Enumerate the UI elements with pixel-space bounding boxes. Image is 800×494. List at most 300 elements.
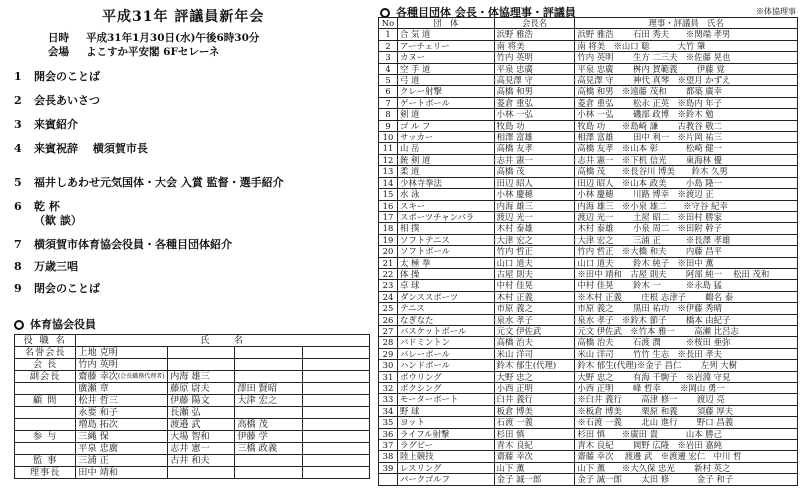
group-cell-president: 米山 洋司	[494, 348, 575, 359]
group-cell-group: ゴ ル フ	[397, 120, 494, 131]
group-row	[379, 428, 798, 439]
group-cell-members: 元文 伊佐武 ※竹本 雅一 高瀬 比呂志	[575, 325, 798, 336]
group-cell-members: 竹内 哲正 ※大橋 和夫 内藤 昌平	[575, 246, 798, 257]
officer-name-text: 藤原 尉夫	[170, 383, 210, 394]
date-label: 日時	[48, 32, 69, 44]
officer-name	[235, 419, 302, 431]
group-cell-members: ※木村 正義 庄根 志津子 鶴名 泰	[575, 291, 798, 302]
officer-name	[302, 395, 369, 407]
group-cell-no: 28	[379, 337, 398, 348]
group-cell-president: 古屋 則夫	[494, 268, 575, 279]
group-cell-no: 35	[379, 417, 398, 428]
group-row	[379, 474, 798, 485]
group-cell-no: 1	[379, 29, 398, 40]
group-cell-president: 渡辺 光一	[494, 211, 575, 222]
group-cell-president: 中村 佳晃	[494, 280, 575, 291]
officer-name-text: 増島 拓次	[78, 419, 118, 430]
group-row	[379, 75, 798, 86]
group-cell-group: テニス	[397, 303, 494, 314]
group-cell-president: 志井 憲一	[494, 154, 575, 165]
officer-name	[168, 359, 235, 371]
group-cell-president: 山口 道夫	[494, 257, 575, 268]
group-cell-president: 杉田 慎	[494, 428, 575, 439]
group-cell-president: 元文 伊佐武	[494, 325, 575, 336]
officer-role: 名誉会長	[15, 347, 76, 359]
program-item-text: 万歳三唱	[34, 260, 78, 273]
officer-name	[235, 443, 302, 455]
officer-row	[15, 431, 370, 443]
group-cell-no: 19	[379, 234, 398, 245]
group-cell-group: 体 操	[397, 268, 494, 279]
officer-name	[168, 443, 235, 455]
group-cell-members: ※臼井 義行 高津 修一 渡辺 亮	[575, 394, 798, 405]
group-cell-members: 高橋 和男 ※遠藤 茂和 都築 廣幸	[575, 86, 798, 97]
group-row	[379, 211, 798, 222]
group-cell-no: 5	[379, 75, 398, 86]
group-row	[379, 440, 798, 451]
venue-value: よこすか平安閣 6Fセレーネ	[86, 46, 220, 58]
group-row	[379, 314, 798, 325]
officer-name	[235, 371, 302, 383]
officer-name-text: 伊藤 陽文	[170, 395, 210, 406]
group-cell-no: 31	[379, 371, 398, 382]
group-cell-no: 3	[379, 52, 398, 63]
group-row	[379, 394, 798, 405]
group-row	[379, 63, 798, 74]
officer-name	[302, 467, 369, 479]
group-row	[379, 291, 798, 302]
officer-role: 副会長	[15, 371, 76, 383]
officer-name-text: 澤田 賢昭	[237, 383, 278, 394]
officer-name-text: 齋藤 幸次	[78, 371, 118, 382]
officer-name	[168, 347, 235, 359]
program-item	[14, 68, 100, 84]
group-cell-members: 高橋 治夫 石渡 潤 ※桜田 亜弥	[575, 337, 798, 348]
group-cell-group: 相 撲	[397, 223, 494, 234]
group-cell-members: ※石渡 一義 北山 進行 野口 昌義	[575, 417, 798, 428]
venue-label: 会場	[48, 46, 69, 58]
group-cell-group: 空 手 道	[397, 63, 494, 74]
group-cell-members: 杉田 慎 ※廣田 貴 山本 勝己	[575, 428, 798, 439]
program-item	[14, 116, 78, 132]
officer-role: 監 事	[15, 455, 76, 467]
group-cell-members: 相澤 富雄 田中 利一 ※片岡 祐三	[575, 132, 798, 143]
group-cell-no: 17	[379, 211, 398, 222]
officer-row	[15, 371, 370, 383]
group-cell-members: 牧島 功 ※島崎 謙 古教谷 敬二	[575, 120, 798, 131]
group-cell-members: 高橋 茂 ※長谷川 博美 鈴木 久男	[575, 166, 798, 177]
group-cell-no: 38	[379, 451, 398, 462]
group-cell-no: 27	[379, 325, 398, 336]
group-cell-group: 野 球	[397, 405, 494, 416]
group-cell-members: ※板倉 博美 栗原 和義 須藤 厚夫	[575, 405, 798, 416]
group-cell-president: 田辺 昭人	[494, 177, 575, 188]
group-cell-no: 12	[379, 154, 398, 165]
program-item-text: 来賓紹介	[34, 118, 78, 131]
event-venue	[48, 44, 219, 59]
officer-header-name: 氏 名	[76, 335, 370, 347]
group-row	[379, 337, 798, 348]
officer-name	[168, 431, 235, 443]
circle-bullet-icon	[14, 320, 24, 330]
group-cell-group: ソフトボール	[397, 246, 494, 257]
group-cell-president: 大津 宏之	[494, 234, 575, 245]
group-cell-members: 齋藤 幸次 渡邊 武 ※渡邊 宏仁 中川 哲	[575, 451, 798, 462]
group-cell-no: 23	[379, 280, 398, 291]
group-row	[379, 348, 798, 359]
group-cell-group: サッカー	[397, 132, 494, 143]
officer-name	[302, 431, 369, 443]
officer-name	[76, 419, 168, 431]
group-cell-members: 平泉 忠廣 桝内 賀範義 伊藤 覚	[575, 63, 798, 74]
officer-name	[235, 347, 302, 359]
group-cell-group: 山 岳	[397, 143, 494, 154]
group-cell-members: 高橋 友孝 ※山本 彰 松崎 健一	[575, 143, 798, 154]
group-cell-members: 中村 佳晃 鈴木 一 ※永島 猛	[575, 280, 798, 291]
officer-name	[76, 359, 168, 371]
group-row	[379, 257, 798, 268]
officer-name	[168, 455, 235, 467]
group-row	[379, 109, 798, 120]
event-program-panel	[0, 0, 372, 494]
group-cell-group: 合 気 道	[397, 29, 494, 40]
group-cell-members: 小林 慶穂 川路 博幸 ※渡辺 正	[575, 189, 798, 200]
group-cell-group: ゲートボール	[397, 97, 494, 108]
officer-name	[168, 419, 235, 431]
program-item-number: 7	[14, 238, 22, 251]
event-title: 平成31年 評議員新年会	[102, 9, 265, 25]
officer-name-text: 三浦 正	[78, 455, 109, 466]
officer-name-text: 竹内 英明	[78, 359, 118, 370]
group-cell-president: 板倉 博美	[494, 405, 575, 416]
program-item-text: 横須賀市体育協会役員・各種目団体紹介	[34, 238, 232, 251]
event-date	[48, 30, 259, 45]
group-row	[379, 52, 798, 63]
group-cell-group: バドミントン	[397, 337, 494, 348]
officer-name-text: 高橋 茂	[237, 419, 268, 430]
group-cell-no: 22	[379, 268, 398, 279]
officer-row	[15, 455, 370, 467]
officer-role: 会 長	[15, 359, 76, 371]
group-cell-president: 石渡 一義	[494, 417, 575, 428]
officer-name-text: 上地 克明	[78, 347, 118, 358]
group-cell-group: 水 泳	[397, 189, 494, 200]
group-row	[379, 166, 798, 177]
group-cell-president: 南 将美	[494, 40, 575, 51]
officer-row	[15, 419, 370, 431]
group-row	[379, 40, 798, 51]
group-row	[379, 154, 798, 165]
group-cell-group: 太 極 拳	[397, 257, 494, 268]
officer-name	[76, 467, 168, 479]
program-item	[14, 174, 284, 190]
officer-table	[14, 334, 370, 479]
group-cell-members: 米山 洋司 竹竹 生志 ※長田 孝夫	[575, 348, 798, 359]
group-cell-group: 少林寺拳法	[397, 177, 494, 188]
program-item	[14, 140, 148, 156]
officer-name	[302, 419, 369, 431]
group-cell-no: 16	[379, 200, 398, 211]
officer-heading	[14, 316, 96, 332]
group-cell-members: 浜野 雅浩 石田 秀夫 ※関端 孝男	[575, 29, 798, 40]
officer-row	[15, 407, 370, 419]
group-row	[379, 383, 798, 394]
group-cell-group: モーターボート	[397, 394, 494, 405]
officer-name	[235, 431, 302, 443]
group-cell-president: 齋藤 幸次	[494, 451, 575, 462]
program-item-number: 1	[14, 70, 22, 83]
officer-name-text: 古井 和夫	[170, 455, 210, 466]
officer-role	[15, 443, 76, 455]
group-cell-no: 14	[379, 177, 398, 188]
group-cell-group: カヌー	[397, 52, 494, 63]
group-cell-president: 小西 正明	[494, 383, 575, 394]
officer-name	[235, 383, 302, 395]
group-cell-no: 10	[379, 132, 398, 143]
officer-row	[15, 347, 370, 359]
group-row	[379, 223, 798, 234]
group-row	[379, 177, 798, 188]
officer-role: 顧 問	[15, 395, 76, 407]
officer-role	[15, 419, 76, 431]
program-item	[14, 280, 100, 296]
group-cell-group: レスリング	[397, 462, 494, 473]
director-note: ※体協理事	[756, 7, 796, 16]
group-cell-president: 小林 一弘	[494, 109, 575, 120]
group-cell-no: 20	[379, 246, 398, 257]
group-cell-members: 鈴木 郁生(代理)※金子 昌仁 左列 大樹	[575, 360, 798, 371]
group-cell-no: 8	[379, 109, 398, 120]
group-cell-no: 34	[379, 405, 398, 416]
officer-name-text: 三縄 保	[78, 431, 109, 442]
groups-table	[378, 17, 798, 486]
officer-name	[76, 371, 168, 383]
group-cell-president: 泉水 孝子	[494, 314, 575, 325]
group-cell-group: 陸上競技	[397, 451, 494, 462]
group-cell-members: 市原 義之 黒田 祐功 ※伊藤 秀晴	[575, 303, 798, 314]
officer-name	[168, 407, 235, 419]
group-row	[379, 29, 798, 40]
group-cell-no: 9	[379, 120, 398, 131]
group-cell-president: 小林 慶穂	[494, 189, 575, 200]
group-cell-president: 高見澤 守	[494, 75, 575, 86]
group-cell-no: 36	[379, 428, 398, 439]
group-row	[379, 360, 798, 371]
group-cell-no: 39	[379, 462, 398, 473]
group-cell-no: 24	[379, 291, 398, 302]
group-cell-president: 牧島 功	[494, 120, 575, 131]
officer-name	[302, 383, 369, 395]
group-cell-members: 渡辺 光一 土屋 昭二 ※田村 勝家	[575, 211, 798, 222]
program-item-text: 会長あいさつ	[34, 94, 100, 107]
group-cell-group: ライフル射撃	[397, 428, 494, 439]
group-cell-group: 卓 球	[397, 280, 494, 291]
group-cell-group: スキー	[397, 200, 494, 211]
group-cell-no: 37	[379, 440, 398, 451]
group-cell-members: 泉水 孝子 ※鈴木 節子 橋本 由紀子	[575, 314, 798, 325]
group-cell-group: ヨット	[397, 417, 494, 428]
groups-header-members: 理事・評議員 氏名	[575, 18, 798, 29]
group-cell-president: 山下 薫	[494, 462, 575, 473]
officer-row	[15, 467, 370, 479]
officer-row	[15, 395, 370, 407]
officer-row	[15, 443, 370, 455]
officer-name-text: 松井 哲三	[78, 395, 118, 406]
group-cell-members: 高見澤 守 神代 真琴 ※望月 かずえ	[575, 75, 798, 86]
group-cell-president: 高橋 和男	[494, 86, 575, 97]
officer-header-role: 役 職 名	[15, 335, 76, 347]
program-item-number: 2	[14, 94, 22, 107]
officer-name-text: 田中 靖和	[78, 467, 118, 478]
groups-heading-text: 各種目団体 会長・体協理事・評議員	[396, 6, 576, 19]
officer-name	[168, 395, 235, 407]
group-row	[379, 405, 798, 416]
program-item-text: 福井しあわせ元気国体・大会 入賞 監督・選手紹介	[34, 176, 284, 189]
program-item-number: 4	[14, 142, 22, 155]
group-cell-group: なぎなた	[397, 314, 494, 325]
program-item-text: 乾 杯	[34, 200, 60, 213]
groups-panel	[374, 0, 800, 494]
group-row	[379, 132, 798, 143]
officer-name-text: 廣瀬 章	[78, 383, 109, 394]
officer-name-text: 永要 和子	[78, 407, 118, 418]
group-cell-members: 小西 正明 峰 哲幸 ※岡山 勇一	[575, 383, 798, 394]
group-cell-no: 33	[379, 394, 398, 405]
group-cell-no	[379, 474, 398, 485]
officer-name	[302, 371, 369, 383]
officer-name	[235, 395, 302, 407]
group-cell-group: 剣 道	[397, 109, 494, 120]
group-cell-president: 高橋 友孝	[494, 143, 575, 154]
program-item-number: 9	[14, 282, 22, 295]
group-cell-members: 金子 誠一郎 太田 修 金子 和子	[575, 474, 798, 485]
group-row	[379, 451, 798, 462]
program-item-number: 3	[14, 118, 22, 131]
officer-name	[76, 443, 168, 455]
group-cell-president: 菱倉 重弘	[494, 97, 575, 108]
group-cell-group: ソフトテニス	[397, 234, 494, 245]
officer-name	[76, 347, 168, 359]
group-cell-group: ダンススポーツ	[397, 291, 494, 302]
group-cell-no: 4	[379, 63, 398, 74]
group-cell-no: 18	[379, 223, 398, 234]
group-cell-no: 30	[379, 360, 398, 371]
group-cell-president: 金子 誠一郎	[494, 474, 575, 485]
group-cell-president: 鈴木 郁生(代理)	[494, 360, 575, 371]
officer-role: 参 与	[15, 431, 76, 443]
group-row	[379, 143, 798, 154]
group-cell-no: 6	[379, 86, 398, 97]
group-cell-members: 小林 一弘 磯部 政博 ※鈴木 勉	[575, 109, 798, 120]
program-item-number: 8	[14, 260, 22, 273]
officer-name-text: 平泉 忠廣	[78, 443, 118, 454]
officer-name	[235, 455, 302, 467]
group-cell-members: 青木 良紀 岡野 広隆 ※岩田 嘉純	[575, 440, 798, 451]
group-cell-members: ※田中 靖和 古屋 則夫 阿部 純一 松田 茂和	[575, 268, 798, 279]
officer-heading-text: 体育協会役員	[30, 318, 96, 331]
group-cell-president: 平泉 忠廣	[494, 63, 575, 74]
group-row	[379, 462, 798, 473]
officer-name	[302, 443, 369, 455]
program-item-text: 閉会のことば	[34, 282, 100, 295]
group-cell-group: アーチェリー	[397, 40, 494, 51]
officer-role: 理事長	[15, 467, 76, 479]
group-cell-members: 志井 憲一 ※下机 信光 東海林 優	[575, 154, 798, 165]
officer-name	[235, 407, 302, 419]
group-cell-president: 高橋 茂	[494, 166, 575, 177]
officer-row	[15, 359, 370, 371]
group-cell-no: 29	[379, 348, 398, 359]
group-cell-president: 臼井 義行	[494, 394, 575, 405]
group-cell-president: 内海 雄三	[494, 200, 575, 211]
group-cell-group: ボウリング	[397, 371, 494, 382]
group-row	[379, 120, 798, 131]
officer-name	[302, 359, 369, 371]
group-cell-members: 菱倉 重弘 松永 正英 ※島内 年子	[575, 97, 798, 108]
group-cell-group: スポーツチャンバラ	[397, 211, 494, 222]
group-cell-members: 内海 雄三 ※小泉 雄二 ※守谷 紀幸	[575, 200, 798, 211]
group-cell-members: 大野 忠之 有海 千駒子 ※岩淵 守見	[575, 371, 798, 382]
group-cell-president: 市原 義之	[494, 303, 575, 314]
group-cell-group: 柔 道	[397, 166, 494, 177]
group-cell-president: 大野 忠之	[494, 371, 575, 382]
groups-header-president: 会長名	[494, 18, 575, 29]
officer-name	[76, 431, 168, 443]
group-cell-group: 弓 道	[397, 75, 494, 86]
officer-name	[76, 395, 168, 407]
officer-name	[76, 383, 168, 395]
officer-name	[168, 467, 235, 479]
group-cell-group: ボクシング	[397, 383, 494, 394]
group-row	[379, 234, 798, 245]
officer-name-text: 内海 雄三	[170, 371, 210, 382]
officer-name	[76, 407, 168, 419]
group-cell-president: 相澤 富雄	[494, 132, 575, 143]
officer-name	[235, 467, 302, 479]
officer-name-text: 三橋 政義	[237, 443, 278, 454]
group-row	[379, 200, 798, 211]
group-row	[379, 280, 798, 291]
group-cell-members: 竹内 英明 生方 二三夫 ※佐藤 晃也	[575, 52, 798, 63]
group-cell-president: 浜野 雅浩	[494, 29, 575, 40]
group-cell-no: 2	[379, 40, 398, 51]
officer-name-text: 大場 智和	[170, 431, 210, 442]
groups-header-group: 団 体	[397, 18, 494, 29]
officer-name	[302, 455, 369, 467]
group-cell-president: 木村 正義	[494, 291, 575, 302]
officer-name	[302, 347, 369, 359]
group-cell-no: 32	[379, 383, 398, 394]
officer-name-text: 長瀬 弘	[170, 407, 201, 418]
officer-name-text: 伊藤 学	[237, 431, 268, 442]
group-cell-group: ハンドボール	[397, 360, 494, 371]
group-cell-group: バスケットボール	[397, 325, 494, 336]
group-row	[379, 303, 798, 314]
group-cell-members: 大津 宏之 三浦 正 ※長澤 孝雄	[575, 234, 798, 245]
group-cell-no: 25	[379, 303, 398, 314]
officer-name	[168, 371, 235, 383]
group-cell-group: パークゴルフ	[397, 474, 494, 485]
group-row	[379, 325, 798, 336]
group-cell-president: 青木 良紀	[494, 440, 575, 451]
groups-header-no: No	[379, 18, 398, 29]
group-cell-group: 銃 剣 道	[397, 154, 494, 165]
group-cell-president: 木村 泰雄	[494, 223, 575, 234]
group-cell-members: 田辺 昭人 ※山本 政美 小島 隆一	[575, 177, 798, 188]
officer-role	[15, 407, 76, 419]
officer-name-text: 渡邉 武	[170, 419, 201, 430]
group-row	[379, 268, 798, 279]
